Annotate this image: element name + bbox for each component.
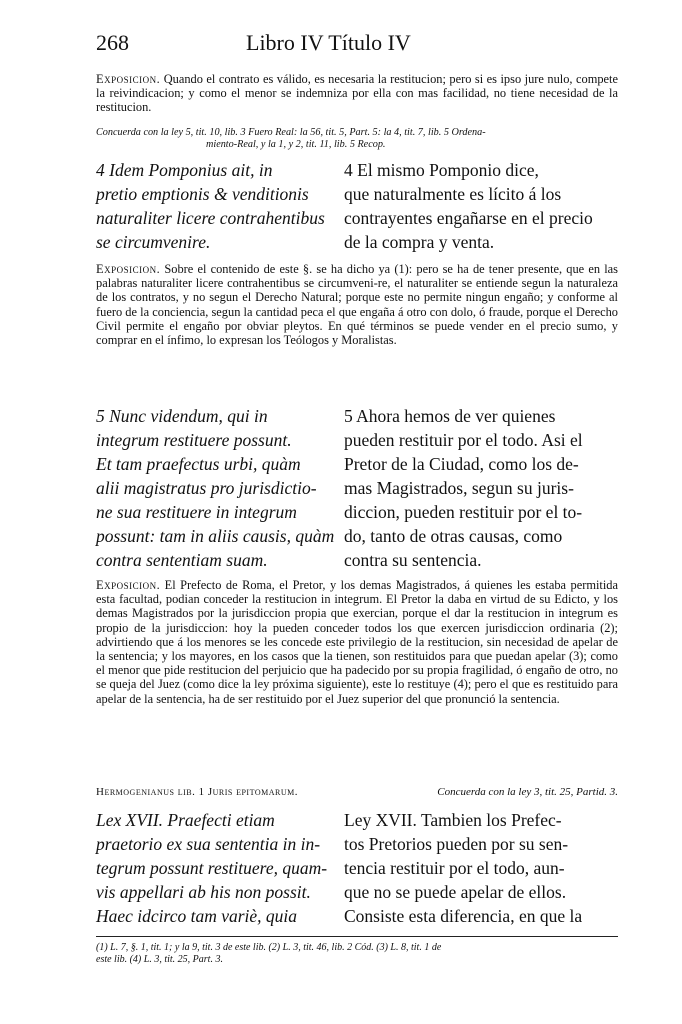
lex-17-latin: [96, 808, 336, 928]
latin-line: naturaliter licere contrahentibus: [96, 208, 325, 228]
latin-line: se circumvenire.: [96, 232, 211, 252]
running-title: Libro IV Título IV: [246, 30, 411, 55]
exposicion-text: El Prefecto de Roma, el Pretor, y los demas Magistrados, á quienes les estaba permitida esta facultad, podian conceder la restitucion in integrum. El Pretor la daba en virtud de su Edicto, y los demas Magistrados por la jurisdiccion propia que exercian, porque el dar la restitucion in integrum es propio de la jurisdiccion: hoy la pueden conceder todos los que exercen jurisdiccion ordinaria (2); advirtiendo que á los menores se les concede este privilegio de la restitucion, sin necesidad de apelar de la sentencia; y los mayores, en los casos que la tienen, son restituidos para que puedan apelar (3); como el menor que pide restitucion del perjuicio que ha padecido por su propia fragilidad, ó engaño de otro, no se queja del Juez (como dice la ley próxima siguiente), este lo restituye (4); pero el que es restituido para apelar de la sentencia, ha de ser restituido por el Juez superior del que pronunció la sentencia.: [96, 578, 618, 706]
latin-line: possunt: tam in aliis causis, quàm: [96, 526, 335, 546]
latin-line: alii magistratus pro jurisdictio-: [96, 478, 317, 498]
latin-line: Haec idcirco tam variè, quia: [96, 906, 298, 926]
latin-line: contra sententiam suam.: [96, 550, 268, 570]
source-left: Hermogenianus lib. 1 Juris epitomarum.: [96, 786, 298, 798]
concuerda-note-1: [96, 127, 618, 151]
latin-line: 5 Nunc videndum, qui in: [96, 406, 268, 426]
spanish-line: Consiste esta diferencia, en que la: [344, 906, 583, 926]
source-line: [96, 786, 618, 799]
spanish-line: Pretor de la Ciudad, como los de-: [344, 454, 579, 474]
concuerda-line: Concuerda con la ley 5, tit. 10, lib. 3 Fuero Real: la 56, tit. 5, Part. 5: la 4, tit. 7, lib. 5 Ordena-: [96, 127, 486, 138]
exposicion-label: Exposicion.: [96, 578, 161, 592]
exposicion-label: Exposicion.: [96, 262, 161, 276]
page-header: [96, 30, 616, 64]
footnote-line: este lib. (4) L. 3, tit. 25, Part. 3.: [96, 954, 223, 965]
concuerda-line: miento-Real, y la 1, y 2, tit. 11, lib. 5 Recop.: [206, 139, 386, 150]
latin-line: Et tam praefectus urbi, quàm: [96, 454, 301, 474]
footnotes: [96, 942, 618, 966]
footnote-divider: [96, 936, 618, 937]
exposicion-label: Exposicion.: [96, 72, 161, 86]
exposicion-3: [96, 578, 618, 706]
lex-17-spanish: [344, 808, 618, 928]
spanish-line: diccion, pueden restituir por el to-: [344, 502, 583, 522]
latin-line: integrum restituere possunt.: [96, 430, 292, 450]
spanish-line: que naturalmente es lícito á los: [344, 184, 562, 204]
spanish-line: tos Pretorios pueden por su sen-: [344, 834, 569, 854]
spanish-line: Ley XVII. Tambien los Prefec-: [344, 810, 562, 830]
exposicion-text: Quando el contrato es válido, es necesaria la restitucion; pero si es ipso jure nulo, compete la reivindicacion; y como el menor se indemniza por ella con mas facilidad, no tiene necesidad de la restitucion.: [96, 72, 618, 115]
latin-line: tegrum possunt restituere, quam-: [96, 858, 328, 878]
paragraph-4-latin: [96, 158, 336, 254]
exposicion-text: Sobre el contenido de este §. se ha dicho ya (1): pero se ha de tener presente, que en las palabras naturaliter licere contrahentibus se circumveni-re, el naturaliter se entiende segun la naturaleza de los contratos, y no segun el Derecho Natural; porque este no permite ningun engaño; y conforme al fuero de la conciencia, segun la cantidad peca el que engaña á otro con dolo, ó fraude, porque el Derecho Civil permite el engaño por obviar pleytos. En qué términos se puede vender en el precio sumo, y comprar en el ínfimo, lo expresan los Teólogos y Moralistas.: [96, 262, 618, 348]
latin-line: pretio emptionis & venditionis: [96, 184, 309, 204]
spanish-line: de la compra y venta.: [344, 232, 495, 252]
latin-line: praetorio ex sua sententia in in-: [96, 834, 321, 854]
spanish-line: que no se puede apelar de ellos.: [344, 882, 567, 902]
latin-line: Lex XVII. Praefecti etiam: [96, 810, 275, 830]
spanish-line: contra su sentencia.: [344, 550, 482, 570]
footnote-line: (1) L. 7, §. 1, tit. 1; y la 9, tit. 3 de este lib. (2) L. 3, tit. 46, lib. 2 Cód. (3) L. 8, tit. 1 de: [96, 942, 442, 953]
spanish-line: 5 Ahora hemos de ver quienes: [344, 406, 556, 426]
latin-line: vis appellari ab his non possit.: [96, 882, 311, 902]
spanish-line: do, tanto de otras causas, como: [344, 526, 563, 546]
spanish-line: tencia restituir por el todo, aun-: [344, 858, 565, 878]
spanish-line: mas Magistrados, segun su juris-: [344, 478, 574, 498]
spanish-line: 4 El mismo Pomponio dice,: [344, 160, 539, 180]
spanish-line: contrayentes engañarse en el precio: [344, 208, 593, 228]
latin-line: 4 Idem Pomponius ait, in: [96, 160, 273, 180]
exposicion-1: [96, 72, 618, 115]
paragraph-4-spanish: [344, 158, 618, 254]
latin-line: ne sua restituere in integrum: [96, 502, 297, 522]
page-number: 268: [96, 30, 129, 55]
exposicion-2: [96, 262, 618, 347]
source-right: Concuerda con la ley 3, tit. 25, Partid. 3.: [437, 786, 618, 798]
paragraph-5-spanish: [344, 404, 618, 572]
paragraph-5-latin: [96, 404, 336, 572]
spanish-line: pueden restituir por el todo. Asi el: [344, 430, 583, 450]
